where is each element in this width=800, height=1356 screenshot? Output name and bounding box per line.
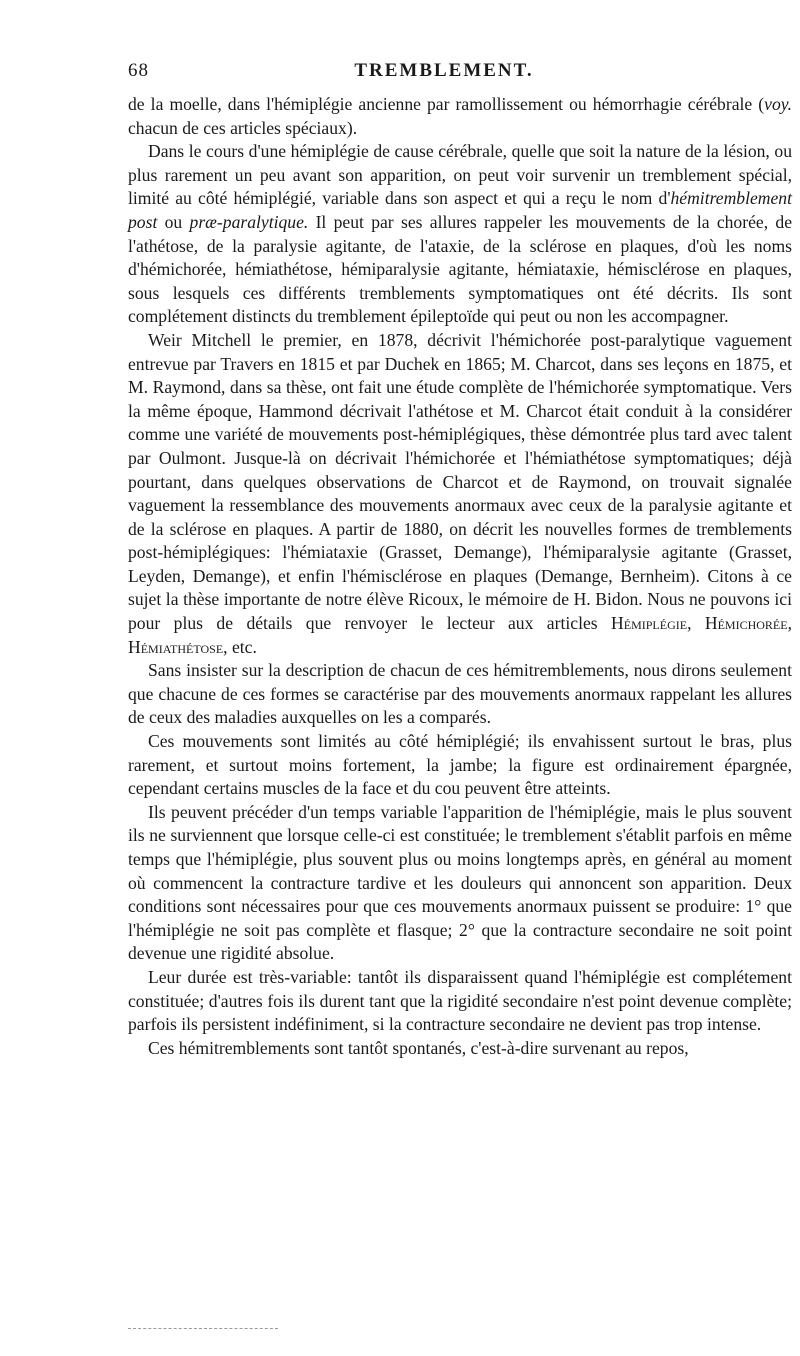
running-header [128,60,760,86]
paragraph-2: Dans le cours d'une hémiplégie de cause cérébrale, quelle que soit la nature de la lésion, ou plus rarement un peu avant son apparition, on peut voir survenir un tremblement spécial, limité au côté hémiplégié, variable dans son aspect et qui a reçu le nom d'hémitremblement post ou præ-paralytique. Il peut par ses allures rappeler les mouvements de la chorée, de l'athétose, de la paralysie agitante, de l'ataxie, de la sclérose en plaques, d'où les noms d'hémichorée, hémiathétose, hémiparalysie agitante, hémiataxie, hémisclérose en plaques, sous lesquels ces différents tremblements symptomatiques ont été décrits. Ils sont complétement distincts du tremblement épileptoïde qui peut ou non les accompagner. [128,141,792,327]
paragraph-4: Sans insister sur la description de chacun de ces hémitremblements, nous dirons seulement que chacune de ces formes se caractérise par des mouvements anormaux rappelant les allures de ceux des maladies auxquelles on les a comparés. [128,660,792,728]
paragraph-7: Leur durée est très-variable: tantôt ils disparaissent quand l'hémiplégie est complétement constituée; d'autres fois ils durent tant que la rigidité secondaire n'est point devenue complète; parfois ils persistent indéfiniment, si la contracture secondaire ne devient pas trop intense. [128,966,792,1035]
paragraph-5: Ces mouvements sont limités au côté hémiplégié; ils envahissent surtout le bras, plus rarement, et surtout moins fortement, la jambe; la figure est ordinairement épargnée, cependant certains muscles de la face et du cou peuvent être atteints. [128,731,792,799]
body-text [128,93,792,1060]
cross-reference: Hémiplégie [611,613,688,634]
paragraph-8: Ces hémitremblements sont tantôt spontanés, c'est-à-dire survenant au repos, [148,1037,689,1058]
paragraph-1: de la moelle, dans l'hémiplégie ancienne par ramollissement ou hémorrhagie cérébrale (voy. chacun de ces articles spéciaux). [128,94,792,138]
cross-reference: Hémichorée [704,613,788,634]
running-title: TREMBLEMENT. [354,60,534,81]
page-number: 68 [128,60,149,81]
paragraph-3: Weir Mitchell le premier, en 1878, décrivit l'hémichorée post-paralytique vaguement entrevue par Travers en 1815 et par Duchek en 1865; M. Charcot, dans ses leçons en 1875, et M. Raymond, dans sa thèse, ont fait une étude complète de l'hémichorée symptomatique. Vers la même époque, Hammond décrivait l'athétose et M. Charcot était conduit à la considérer comme une variété de mouvements post-hémiplégiques, thèse démontrée plus tard avec talent par Oulmont. Jusque-là on décrivait l'hémichorée et l'hémiathétose symptomatiques; déjà pourtant, dans quelques observations de Charcot et de Raymond, on trouvait signalée vaguement la ressemblance des mouvements anormaux avec ceux de la paralysie agitante et de la sclérose en plaques. A partir de 1880, on décrit les nouvelles formes de tremblements post-hémiplégiques: l'hémiataxie (Grasset, Demange), l'hémiparalysie agitante (Grasset, Leyden, Demange), et enfin l'hémisclérose en plaques (Demange, Bernheim). Citons à ce sujet la thèse importante de notre élève Ricoux, le mémoire de H. Bidon. Nous ne pouvons ici pour plus de détails que renvoyer le lecteur aux articles Hémiplégie, Hémichorée, Hémiathétose, etc. [128,329,792,657]
cross-reference: Hémiathétose [128,636,224,657]
footer-rule [128,1328,278,1329]
paragraph-6: Ils peuvent précéder d'un temps variable l'apparition de l'hémiplégie, mais le plus souvent ils ne surviennent que lorsque celle-ci est constituée; le tremblement s'établit parfois en même temps que l'hémiplégie, plus souvent plus ou moins longtemps après, en général au moment où commencent la contracture tardive et les douleurs qui annoncent son apparition. Deux conditions sont nécessaires pour que ces mouvements anormaux puissent se produire: 1° que l'hémiplégie ne soit pas complète et flasque; 2° que la contracture secondaire ne soit point devenue une rigidité absolue. [128,801,792,964]
